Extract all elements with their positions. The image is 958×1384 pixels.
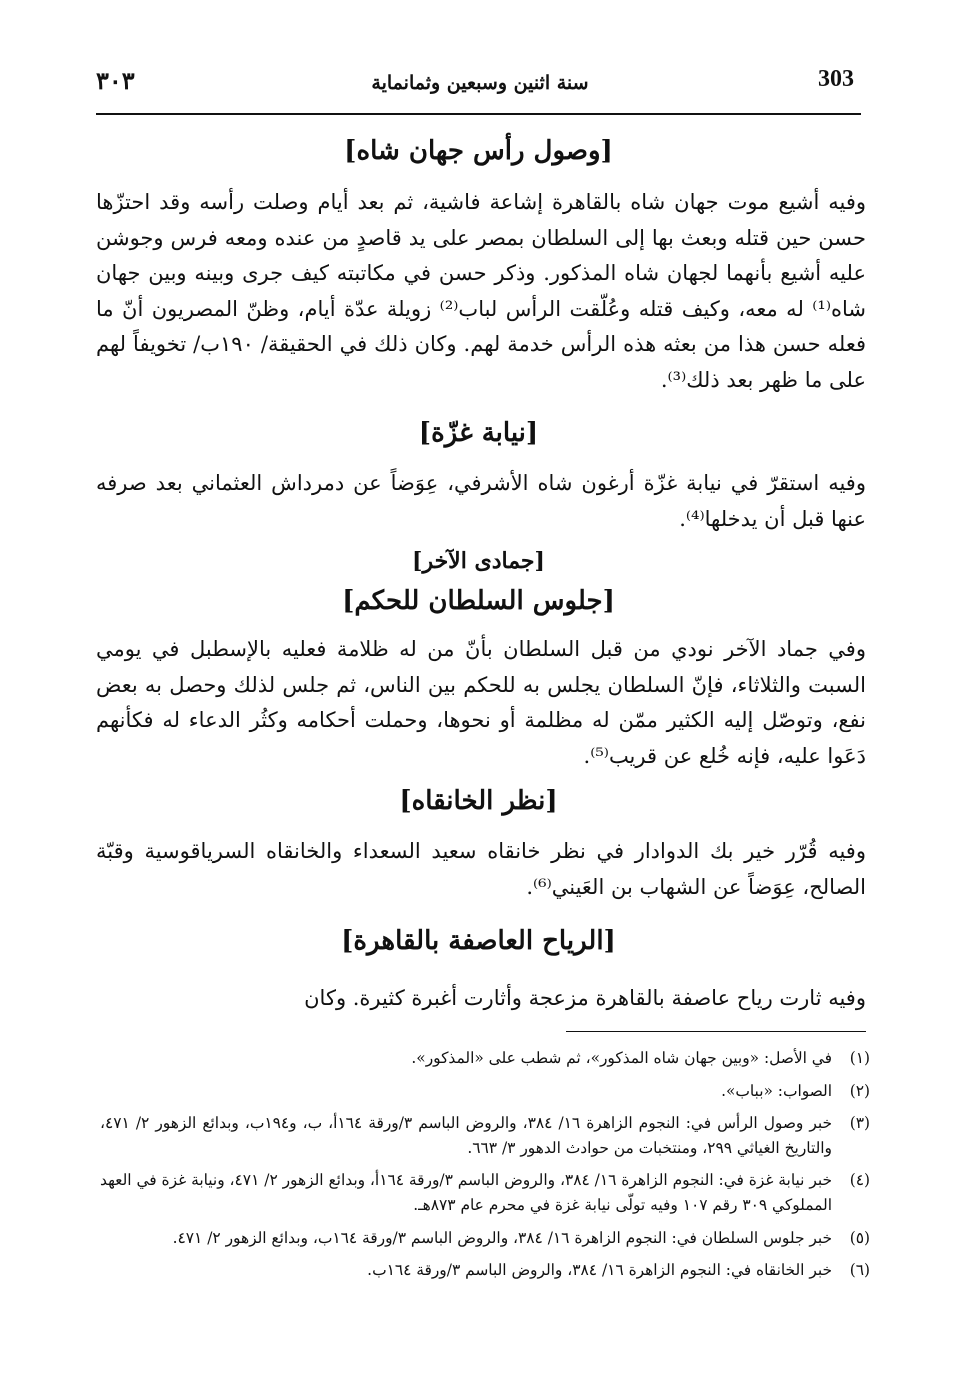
footnote-text: خبر جلوس السلطان في: النجوم الزاهرة ١٦/ ٣٨٤، والروض الباسم ٣/ورقة ١٦٤ب، وبدائع الزهور ٢/ ٤٧١. xyxy=(172,1228,832,1247)
footnote-number: (٤) xyxy=(849,1171,870,1190)
footnote xyxy=(100,1079,870,1104)
footnote-number: (٣) xyxy=(849,1114,870,1133)
footnote-number: (٢) xyxy=(849,1081,870,1100)
footnotes xyxy=(100,1046,870,1291)
paragraph-text: وفيه قُرّر خير بك الدوادار في نظر خانقاه سعيد السعداء والخانقاه السرياقوسية وقبّة الصالح، عِوَضاً عن الشهاب بن العَيني⁽⁶⁾. xyxy=(96,839,866,899)
section-paragraph xyxy=(96,185,866,399)
footnote-text: خبر الخانقاه في: النجوم الزاهرة ١٦/ ٣٨٤، والروض الباسم ٣/ورقة ١٦٤ب. xyxy=(367,1261,832,1280)
footnote-text: خبر وصول الرأس في: النجوم الزاهرة ١٦/ ٣٨٤، والروض الباسم ٣/ورقة ١٦٤أ، ب، و١٩٤ب، وبدائع الزهور ٢/ ٤٧١، والتاريخ الغياثي ٢٩٩، ومنتخبات من حوادث الدهور ٣/ ٦٦٣. xyxy=(100,1114,833,1157)
section-heading: [نيابة غزّة] xyxy=(418,418,539,448)
footnote-number: (١) xyxy=(849,1049,870,1067)
footnote-number: (٦) xyxy=(849,1261,870,1280)
paragraph-text: وفيه استقرّ في نيابة غزّة أرغون شاه الأشرفي، عِوَضاً عن دمرداش العثماني بعد صرفه عنها قبل أن يدخلها⁽⁴⁾. xyxy=(96,471,866,531)
section-heading: [جلوس السلطان للحكم] xyxy=(342,586,615,616)
running-title: سنة اثنين وسبعين وثمانماية xyxy=(371,72,589,94)
footnote xyxy=(100,1226,870,1251)
section-heading: [نظر الخانقاه] xyxy=(399,786,558,816)
footnote-number: (٥) xyxy=(849,1228,870,1247)
paragraph-text: وفيه ثارت رياح عاصفة بالقاهرة مزعجة وأثارت أغبرة كثيرة. وكان xyxy=(304,986,866,1010)
section-paragraph xyxy=(96,981,866,1017)
month-subheading: [جمادى الآخر] xyxy=(412,548,545,574)
header-rule xyxy=(96,113,861,115)
page-number-latin: 303 xyxy=(818,66,854,92)
footnote-text: في الأصل: «وبين جهان شاه المذكور»، ثم شطب على «المذكور». xyxy=(411,1049,832,1067)
footnote-text: خبر نيابة غزة في: النجوم الزاهرة ١٦/ ٣٨٤، والروض الباسم ٣/ورقة ١٦٤أ، وبدائع الزهور ٢/ ٤٧١، ونيابة غزة في العهد المملوكي ٣٠٩ رقم ١٠٧ وفيه تولّى نيابة غزة في محرم عام ٨٧٣هـ. xyxy=(100,1171,833,1214)
section-heading: [الرياح العاصفة بالقاهرة] xyxy=(341,926,616,956)
page-number-arabic: ٣٠٣ xyxy=(96,66,135,95)
footnote xyxy=(100,1111,870,1160)
section-heading: [وصول رأس جهان شاه] xyxy=(344,136,613,166)
footnote-rule xyxy=(566,1031,866,1032)
paragraph-text: وفي جماد الآخر نودي من قبل السلطان بأنّ من له ظلامة فعليه بالإسطبل في يومي السبت والثلاثاء، فإنّ السلطان يجلس به للحكم بين الناس، ثم جلس لذلك وحصل به بعض نفع، وتوصّل إليه الكثير ممّن له مظلمة أو نحوها، وحملت أحكامه وكثُر الدعاء له فكأنهم دَعَوا عليه، فإنه خُلع عن قريب⁽⁵⁾. xyxy=(96,637,866,768)
footnote xyxy=(100,1046,870,1071)
section-paragraph xyxy=(96,834,866,905)
section-paragraph xyxy=(96,466,866,537)
footnote-text: الصواب: «بباب». xyxy=(721,1081,832,1100)
paragraph-text: وفيه أشيع موت جهان شاه بالقاهرة إشاعة فاشية، ثم بعد أيام وصلت رأسه وقد احتزّها حسن حين قتله وبعث بها إلى السلطان بمصر على يد قاصدٍ من عنده ومعه فرس وجوشن عليه أشيع بأنهما لجهان شاه المذكور. وذكر حسن في مكاتبته كيف جرى وبينه وبين جهان شاه⁽¹⁾ له معه، وكيف قتله وعُلّقت الرأس لباب⁽²⁾ زويلة عدّة أيام، وظنّ المصريون أنّ ما فعله حسن هذا من بعثه هذه الرأس خدمة لهم. وكان ذلك في الحقيقة/ ١٩٠ب/ تخويفاً لهم على ما ظهر بعد ذلك⁽³⁾. xyxy=(96,190,866,392)
section-paragraph xyxy=(96,632,866,774)
footnote xyxy=(100,1258,870,1283)
footnote xyxy=(100,1168,870,1217)
